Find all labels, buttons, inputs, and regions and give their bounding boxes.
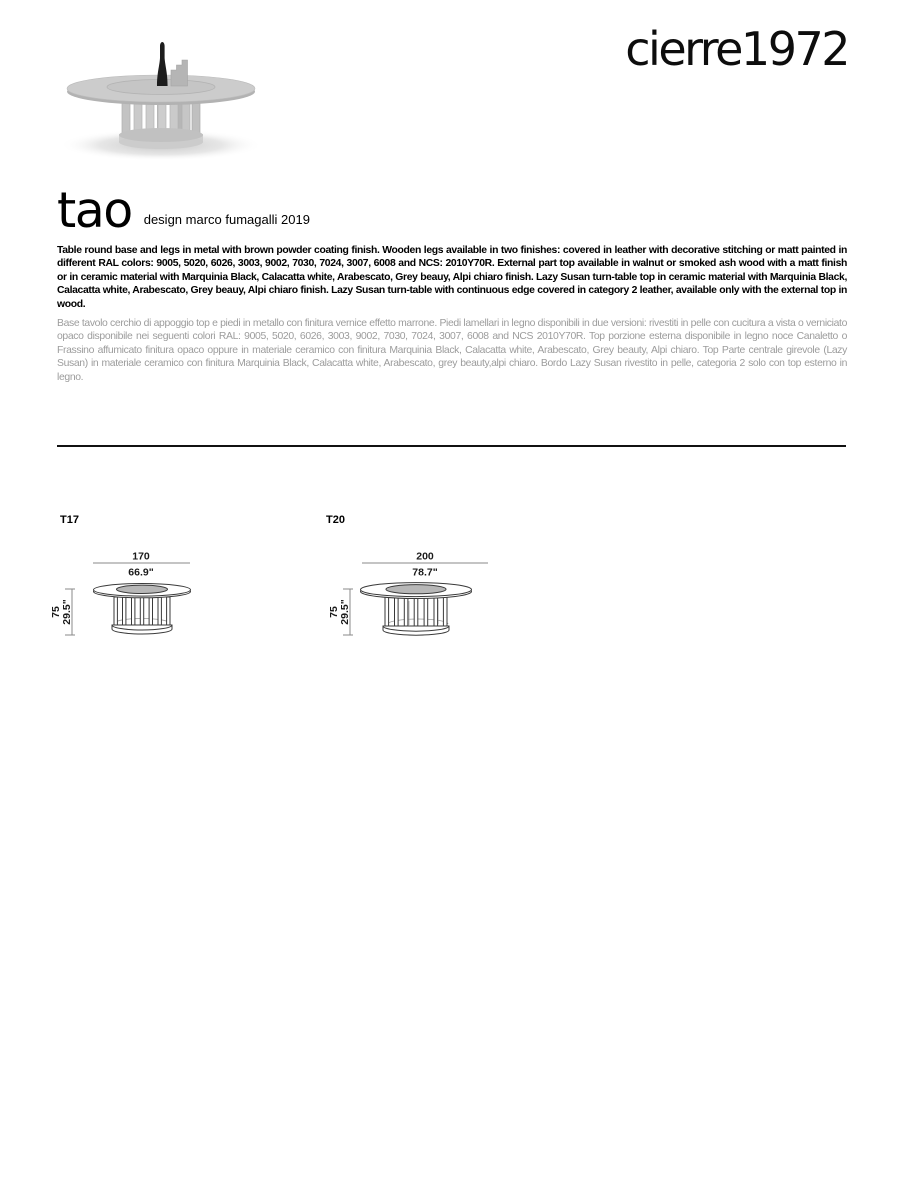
height-in-value: 29.5" <box>339 599 351 625</box>
brand-logo: cierre1972 <box>625 22 848 76</box>
description-english: Table round base and legs in metal with brown powder coating finish. Wooden legs available in two finishes: covered in leather with decorative stitching or matt painted in different RAL colors: 9005, 5020, 6026, 3003, 9002, 7030, 7024, 3007, 6008 and NCS: 2010Y70R. External part top available in walnut or smoked ash wood with a matt finish or in ceramic material with Marquinia Black, Calacatta white, Arabescato, Grey beauy, Alpi chiaro finish. Lazy Susan turn-table top in ceramic material with Marquinia Black, Calacatta white, Arabescato, Grey beauy, Alpi chiaro finish. Lazy Susan turn-table with continuous edge covered in category 2 leather, available only with the external top in wood. <box>57 245 847 310</box>
height-in-value: 29.5" <box>61 599 73 625</box>
height-cm-value: 75 <box>50 606 62 618</box>
width-cm-value: 200 <box>416 550 434 563</box>
title-block <box>57 182 310 239</box>
model-label-t17: T17 <box>60 514 79 526</box>
height-dimension <box>50 589 75 635</box>
section-divider <box>57 445 846 447</box>
table-side-view <box>361 583 472 636</box>
description-italian: Base tavolo cerchio di appoggio top e piedi in metallo con finitura vernice effetto marrone. Piedi lamellari in legno disponibili in due versioni: rivestiti in pelle con cucitura a vista o verniciato opaco disponibile nei seguenti colori RAL: 9005, 5020, 6026, 3003, 9002, 7030, 7024, 3007, 6008 and NCS 2010Y70R. Top porzione esterna disponibile in legno noce Canaletto o Frassino affumicato finitura opaco oppure in materiale ceramico con finitura Marquinia Black, Calacatta white, Arabescato, Grey beauty, Alpi chiaro. Top Parte centrale girevole (Lazy Susan) in materiale ceramico con finitura Marquinia Black, Calacatta white, Arabescato, grey beauty,alpi chiaro. Bordo Lazy Susan rivestito in pelle, categoria 2 solo con top esterno in legno. <box>57 318 847 383</box>
description-block <box>57 244 847 384</box>
page-title: tao <box>57 182 132 239</box>
width-dimension <box>93 551 190 579</box>
stairs-prop <box>171 60 188 86</box>
technical-drawing-t17 <box>40 545 240 650</box>
model-label-t20: T20 <box>326 514 345 526</box>
width-in-value: 78.7" <box>412 566 438 579</box>
product-photo <box>45 33 280 168</box>
width-cm-value: 170 <box>132 550 150 563</box>
width-dimension <box>362 551 488 579</box>
table-side-view <box>94 584 191 635</box>
designer-credit: design marco fumagalli 2019 <box>143 212 310 228</box>
width-in-value: 66.9" <box>128 566 154 579</box>
bottle-prop <box>157 42 168 86</box>
height-dimension <box>328 589 353 635</box>
technical-drawing-t20 <box>320 545 530 650</box>
height-cm-value: 75 <box>328 606 340 618</box>
